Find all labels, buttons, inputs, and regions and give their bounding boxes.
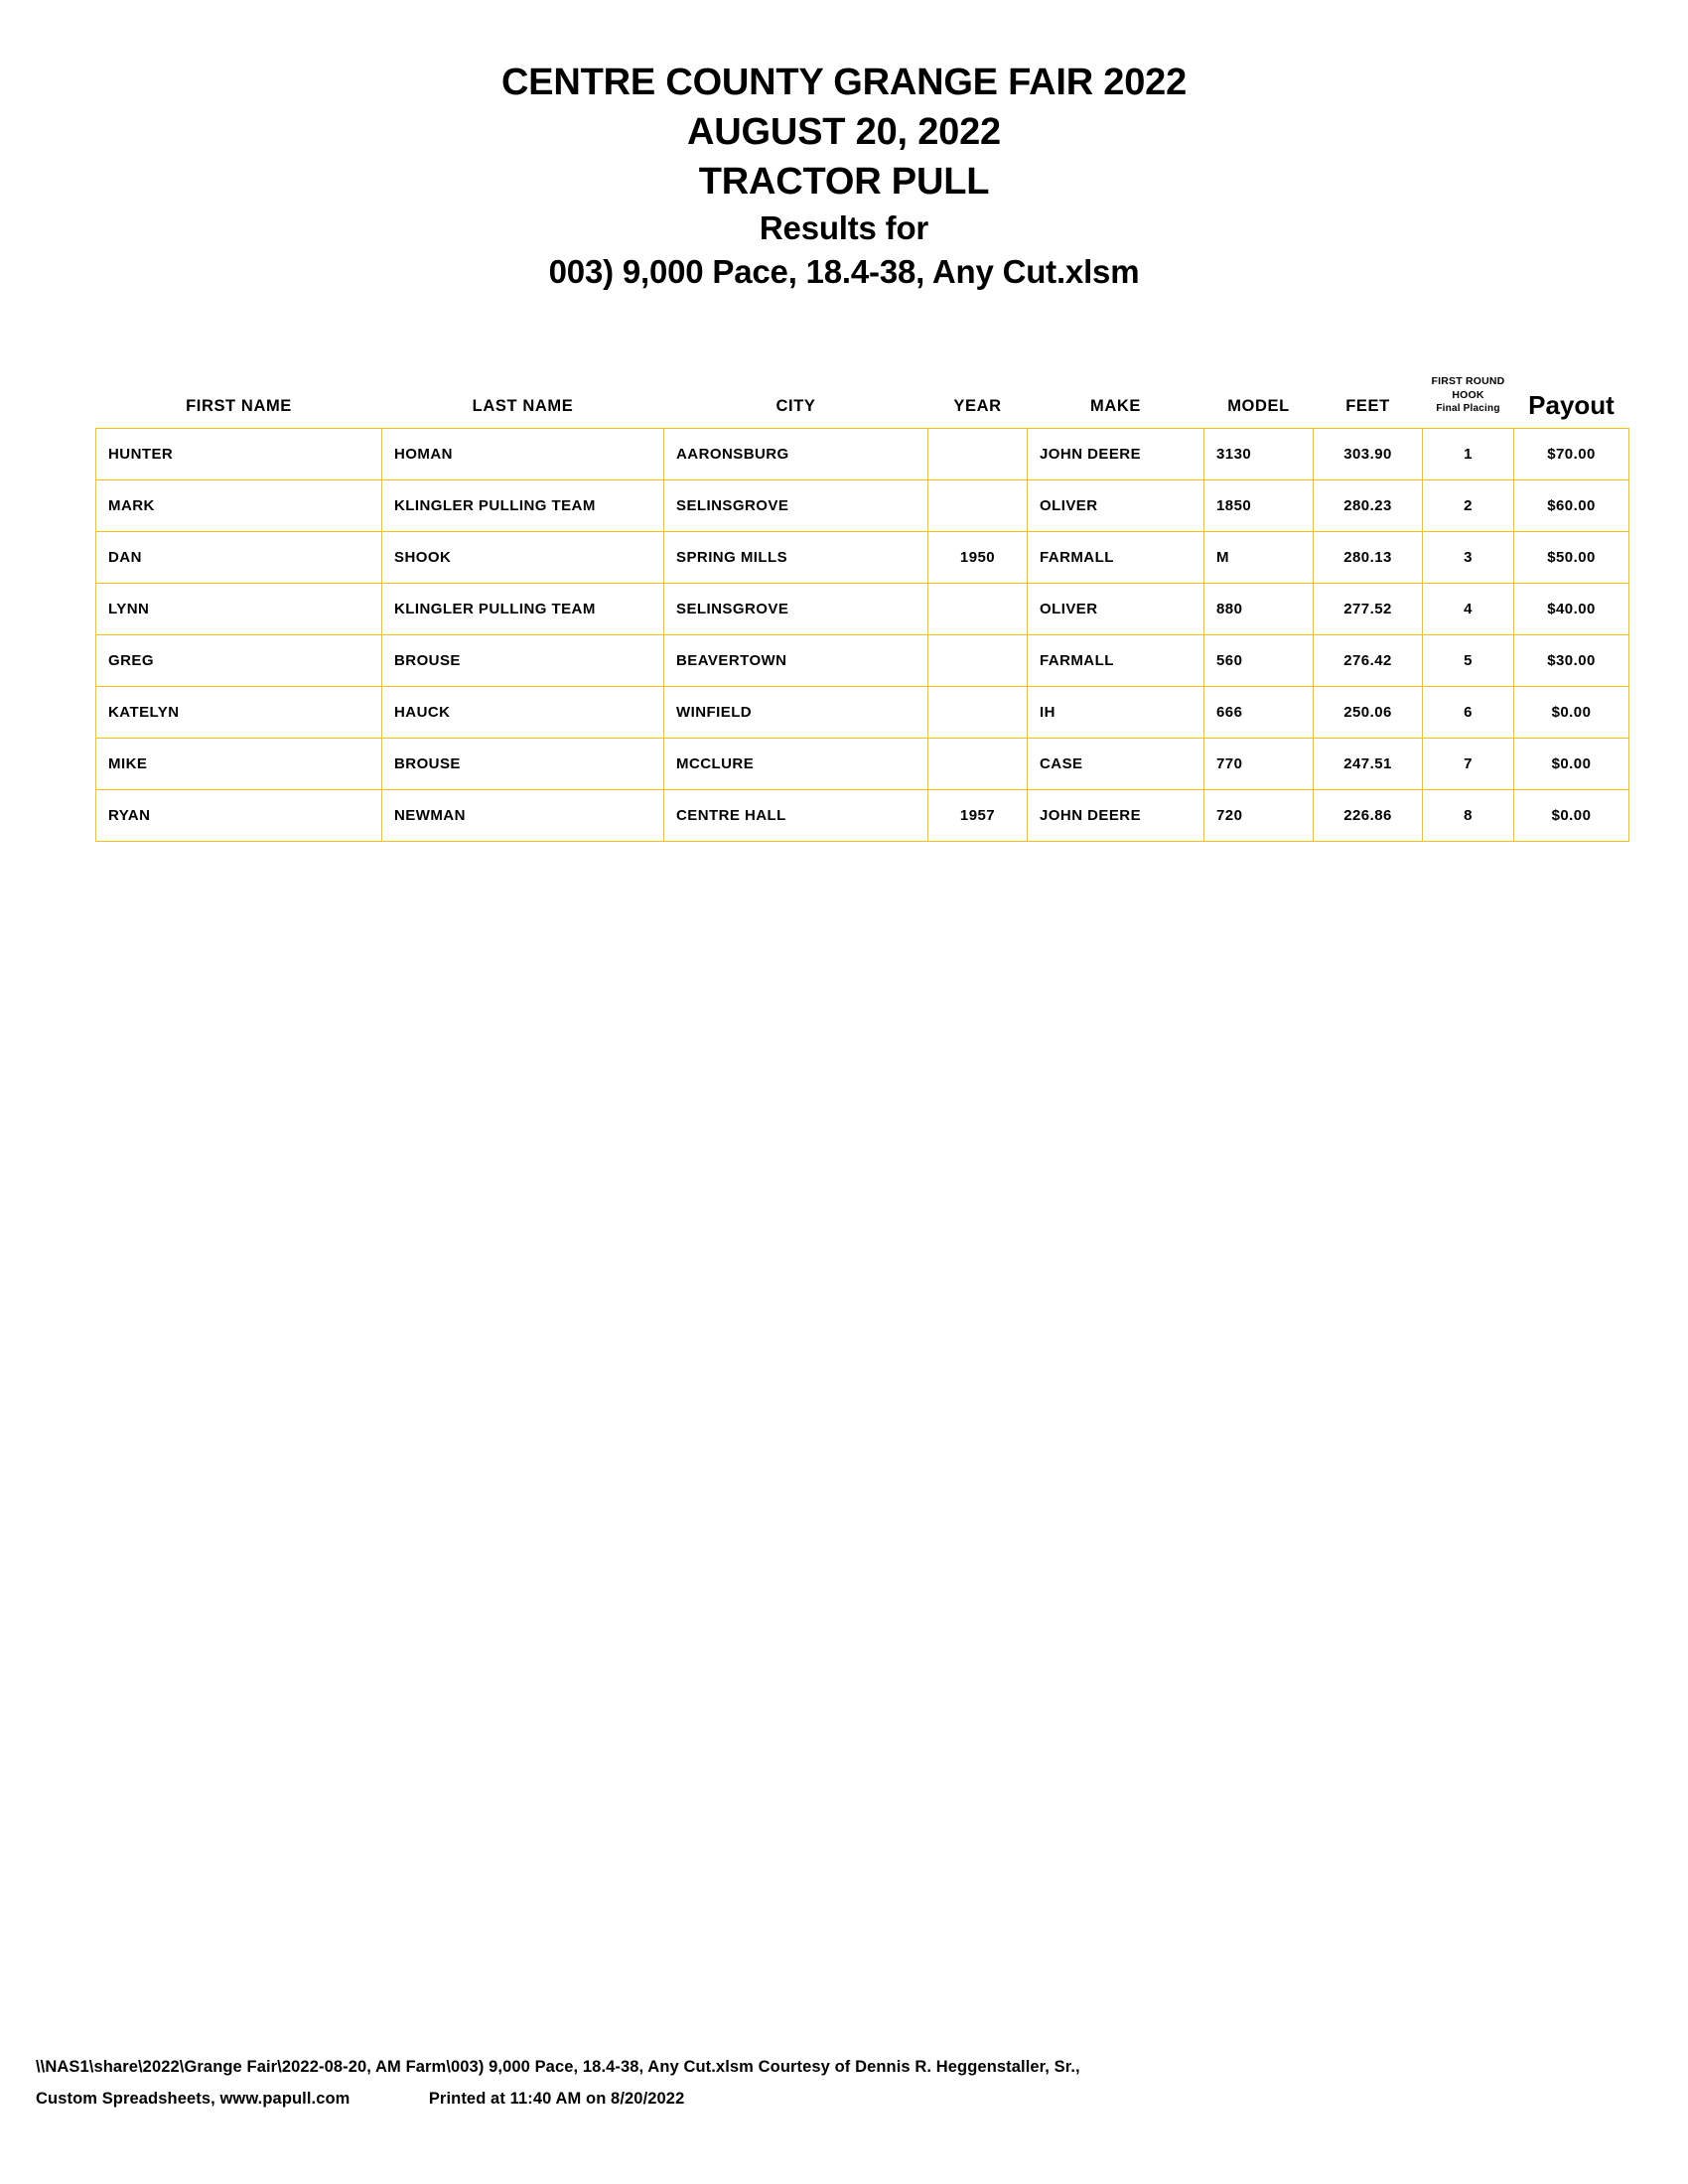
column-header-placing-main: FIRST ROUND HOOK (1431, 374, 1505, 401)
table-row (96, 789, 1629, 841)
cell-make: IH (1028, 686, 1204, 738)
cell-feet: 303.90 (1314, 428, 1423, 479)
table-row (96, 428, 1629, 479)
cell-make: JOHN DEERE (1028, 428, 1204, 479)
cell-last-name: KLINGLER PULLING TEAM (382, 583, 664, 634)
cell-feet: 280.13 (1314, 531, 1423, 583)
cell-first-name: LYNN (96, 583, 382, 634)
cell-year (928, 686, 1028, 738)
cell-placing: 6 (1423, 686, 1514, 738)
cell-payout: $0.00 (1514, 789, 1629, 841)
cell-feet: 277.52 (1314, 583, 1423, 634)
cell-make: OLIVER (1028, 479, 1204, 531)
column-header-placing-sub: Final Placing (1436, 403, 1500, 415)
cell-payout: $60.00 (1514, 479, 1629, 531)
cell-first-name: GREG (96, 634, 382, 686)
cell-last-name: SHOOK (382, 531, 664, 583)
cell-city: MCCLURE (664, 738, 928, 789)
cell-feet: 280.23 (1314, 479, 1423, 531)
column-header-placing (1423, 349, 1514, 429)
cell-year (928, 479, 1028, 531)
page-title-block (0, 0, 1688, 294)
cell-feet: 247.51 (1314, 738, 1423, 789)
cell-payout: $0.00 (1514, 738, 1629, 789)
cell-year (928, 428, 1028, 479)
cell-first-name: RYAN (96, 789, 382, 841)
cell-feet: 226.86 (1314, 789, 1423, 841)
cell-model: 720 (1204, 789, 1314, 841)
column-header-model: MODEL (1227, 396, 1290, 415)
cell-placing: 1 (1423, 428, 1514, 479)
cell-city: BEAVERTOWN (664, 634, 928, 686)
cell-make: OLIVER (1028, 583, 1204, 634)
cell-payout: $40.00 (1514, 583, 1629, 634)
cell-year: 1950 (928, 531, 1028, 583)
cell-placing: 5 (1423, 634, 1514, 686)
fair-title: CENTRE COUNTY GRANGE FAIR 2022 (500, 62, 1188, 103)
table-row (96, 479, 1629, 531)
cell-first-name: KATELYN (96, 686, 382, 738)
cell-model: 1850 (1204, 479, 1314, 531)
footer-source-line: \\NAS1\share\2022\Grange Fair\2022-08-20, AM Farm\003) 9,000 Pace, 18.4-38, Any Cut.xlsm Courtesy of Dennis R. Heggenstaller, Sr., (36, 2058, 1080, 2077)
footer-print-line (36, 2084, 1652, 2115)
cell-placing: 8 (1423, 789, 1514, 841)
footer-printed-at: Printed at 11:40 AM on 8/20/2022 (428, 2089, 685, 2108)
cell-make: FARMALL (1028, 634, 1204, 686)
cell-placing: 7 (1423, 738, 1514, 789)
event-title: TRACTOR PULL (698, 161, 990, 204)
table-row (96, 686, 1629, 738)
header-row (96, 349, 1629, 429)
cell-first-name: MIKE (96, 738, 382, 789)
cell-model: M (1204, 531, 1314, 583)
cell-placing: 4 (1423, 583, 1514, 634)
column-header-year: YEAR (953, 396, 1002, 415)
cell-placing: 3 (1423, 531, 1514, 583)
table-row (96, 531, 1629, 583)
cell-feet: 276.42 (1314, 634, 1423, 686)
cell-first-name: HUNTER (96, 428, 382, 479)
cell-last-name: KLINGLER PULLING TEAM (382, 479, 664, 531)
cell-model: 880 (1204, 583, 1314, 634)
cell-city: AARONSBURG (664, 428, 928, 479)
table-row (96, 738, 1629, 789)
cell-make: CASE (1028, 738, 1204, 789)
cell-model: 3130 (1204, 428, 1314, 479)
table-row (96, 583, 1629, 634)
cell-city: SPRING MILLS (664, 531, 928, 583)
cell-payout: $50.00 (1514, 531, 1629, 583)
cell-model: 770 (1204, 738, 1314, 789)
cell-year (928, 583, 1028, 634)
cell-feet: 250.06 (1314, 686, 1423, 738)
table-body (96, 428, 1629, 841)
cell-model: 666 (1204, 686, 1314, 738)
cell-last-name: BROUSE (382, 738, 664, 789)
cell-placing: 2 (1423, 479, 1514, 531)
cell-year (928, 634, 1028, 686)
cell-year (928, 738, 1028, 789)
cell-city: WINFIELD (664, 686, 928, 738)
footer-spreadsheet-credit: Custom Spreadsheets, www.papull.com (36, 2089, 351, 2108)
column-header-feet: FEET (1345, 396, 1390, 415)
column-header-payout: Payout (1528, 389, 1615, 420)
cell-city: SELINSGROVE (664, 479, 928, 531)
cell-payout: $70.00 (1514, 428, 1629, 479)
cell-payout: $30.00 (1514, 634, 1629, 686)
cell-model: 560 (1204, 634, 1314, 686)
column-header-first-name: FIRST NAME (186, 396, 292, 415)
cell-city: SELINSGROVE (664, 583, 928, 634)
column-header-make: MAKE (1090, 396, 1141, 415)
cell-year: 1957 (928, 789, 1028, 841)
table-row (96, 634, 1629, 686)
cell-last-name: BROUSE (382, 634, 664, 686)
results-label: Results for (759, 209, 929, 247)
page-footer (36, 2052, 1652, 2115)
fair-date: AUGUST 20, 2022 (687, 111, 1001, 154)
column-header-last-name: LAST NAME (472, 396, 574, 415)
cell-city: CENTRE HALL (664, 789, 928, 841)
cell-last-name: HOMAN (382, 428, 664, 479)
column-header-city: CITY (775, 396, 816, 415)
cell-payout: $0.00 (1514, 686, 1629, 738)
class-file-name: 003) 9,000 Pace, 18.4-38, Any Cut.xlsm (548, 253, 1140, 291)
cell-last-name: NEWMAN (382, 789, 664, 841)
cell-first-name: DAN (96, 531, 382, 583)
results-table (95, 349, 1629, 842)
cell-last-name: HAUCK (382, 686, 664, 738)
cell-first-name: MARK (96, 479, 382, 531)
table-header (96, 349, 1629, 429)
cell-make: FARMALL (1028, 531, 1204, 583)
cell-make: JOHN DEERE (1028, 789, 1204, 841)
results-table-wrap (60, 349, 1628, 842)
